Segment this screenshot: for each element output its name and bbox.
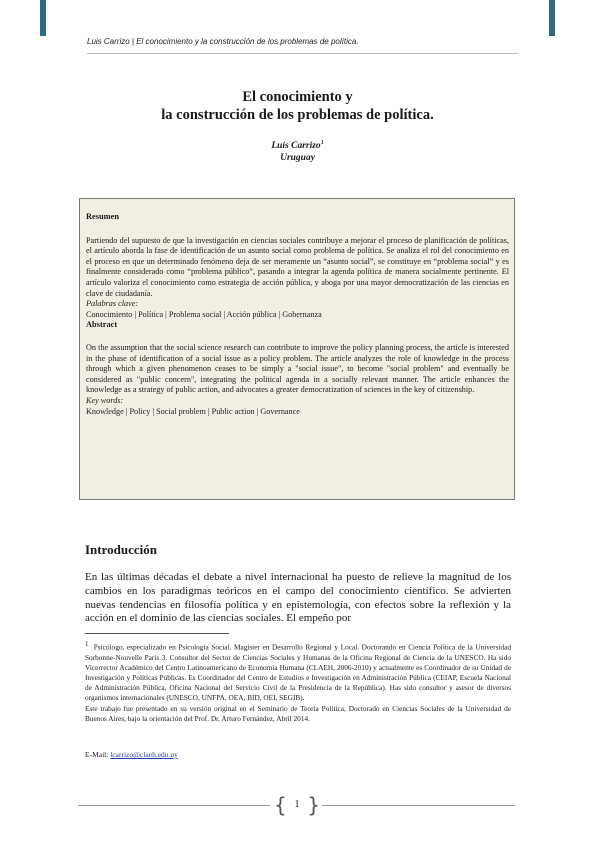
resumen-heading: Resumen — [86, 212, 120, 221]
introduction-paragraph: En las últimas décadas el debate a nivel internacional ha puesto de relieve la magnitud de los cambios en los paradigmas teóricos en el campo del conocimiento científico. Se advierten nuevas tendencias en filosofía política y en epistemología, con efectos sobre la reflexión y la acción en el dominio de las ciencias sociales. El empeño por — [85, 571, 511, 625]
keywords-text: Knowledge | Policy | Social problem | Public action | Governance — [86, 406, 300, 416]
email-label: E-Mail: — [85, 750, 111, 759]
article-title — [0, 88, 595, 124]
right-brace-icon: } — [307, 793, 320, 817]
title-line-1: El conocimiento y — [242, 89, 353, 105]
left-brace-icon: { — [274, 793, 287, 817]
palabras-clave-text: Conocimiento | Política | Problema social | Acción pública | Gobernanza — [86, 309, 322, 319]
footer-rule-left — [78, 805, 270, 806]
keywords-label: Key words: — [86, 395, 124, 405]
email-line — [85, 750, 178, 759]
footnote-rule — [85, 633, 229, 634]
abstract-heading: Abstract — [86, 320, 118, 330]
footnote — [85, 639, 511, 724]
footnote-1 — [85, 639, 511, 704]
footnote-note-2: Este trabajo fue presentado en su versión original en el Seminario de Teoría Política, Doctorado en Ciencias Sociales de la Universidad de Buenos Aires, bajo la orientación del Prof. Dr. Arturo Fernández, Abril 2014. — [85, 703, 511, 723]
header-rule — [87, 53, 518, 54]
title-line-2: la construcción de los problemas de política. — [161, 107, 434, 123]
footnote-text: Psicólogo, especializado en Psicología Social. Magíster en Desarrollo Regional y Local. Doctorando en Ciencia Política de la Universidad Sorbonne-Nouvelle París 3. Consultor del Sector de Ciencias Sociales y Humanas de la Oficina Regional de Ciencia de la UNESCO. Ha sido Vicerrector Académico del Centro Latinoamericano de Economía Humana (CLAEH, 2006-2010) y actualmente es Coordinador de su Unidad de Investigación y Políticas Públicas. Es Coordinador del Centro de Estudios e Investigación en Administración Pública (CEIAP, Escuela Nacional de Administración Pública, Oficina Nacional del Servicio Civil de la Presidencia de la República). Has sido consultor y asesor de diversos organismos internacionales (UNESCO, UNFPA, OEA, BID, OEI, SEGIB). — [85, 642, 511, 703]
page-number: 1 — [294, 799, 300, 810]
running-header: Luis Carrizo | El conocimiento y la construcción de los problemas de política. — [87, 37, 359, 46]
palabras-clave-label: Palabras clave: — [86, 299, 139, 309]
abstract-box — [79, 198, 515, 500]
author-block — [0, 137, 595, 164]
resumen-text: Partiendo del supuesto de que la investigación en ciencias sociales contribuye a mejorar el proceso de planificación de políticas, el artículo aborda la fase de identificación de un asunto social como problema de política. Se analiza el rol del conocimiento en el proceso en que un determinado fenómeno deja de ser meramente un “asunto social”, se constituye en “problema social” y es finalmente considerado como “problema público”, pasando a integrar la agenda política de manera socialmente pertinente. El artículo valoriza el conocimiento como estrategia de acción pública, y aboga por una mayor democratización de las ciencias en clave de ciudadanía. — [86, 235, 509, 298]
abstract-text: On the assumption that the social science research can contribute to improve the policy planning process, the article is interested in the phase of identification of a social issue as a policy problem. The article analyzes the role of knowledge in the process through which a given phenomenon ceases to be simply a "social issue", to become "social problem" and eventually be considered as "public concern", integrating the political agenda in a socially relevant manner. The article enhances the knowledge as a strategy of public action, and advocates a greater democratization of sciences in the key of citizenship. — [86, 342, 509, 395]
author-note-mark: 1 — [320, 140, 324, 146]
author-country: Uruguay — [280, 153, 315, 164]
footer-rule-right — [322, 805, 515, 806]
author-name-line — [0, 137, 595, 152]
email-link[interactable]: lcarrizo@claeh.edu.uy — [110, 750, 178, 759]
header-tab-left — [40, 0, 46, 36]
header-tab-right — [549, 0, 555, 36]
introduction-heading: Introducción — [85, 542, 157, 557]
author-name: Luis Carrizo — [271, 141, 321, 152]
footnote-mark: 1 — [85, 640, 89, 648]
page-number-block — [274, 794, 320, 816]
